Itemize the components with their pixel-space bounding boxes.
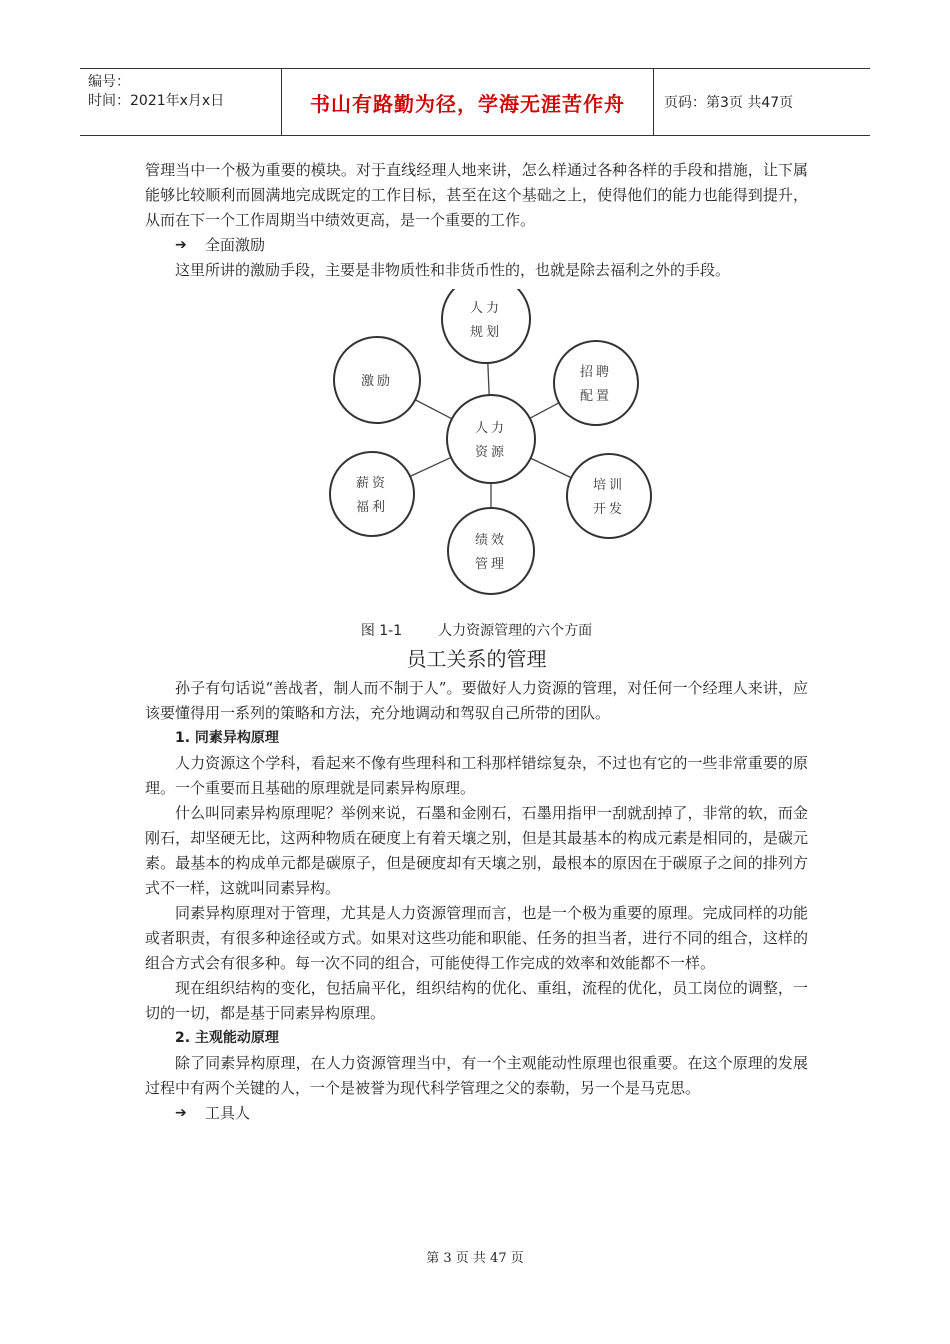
section-title: 员工关系的管理 xyxy=(406,647,547,671)
header-page-info: 页码：第3页 共47页 xyxy=(664,95,794,111)
document-body xyxy=(145,158,808,1126)
paragraph: 现在组织结构的变化，包括扁平化，组织结构的优化、重组，流程的优化，员工岗位的调整，一切的一切，都是基于同素异构原理。 xyxy=(145,979,808,1022)
figure-caption xyxy=(145,619,808,644)
bullet-label: 工具人 xyxy=(205,1104,251,1122)
connector-line xyxy=(530,403,559,419)
hr-diagram xyxy=(145,289,808,619)
paragraph: 同素异构原理对于管理，尤其是人力资源管理而言，也是一个极为重要的原理。完成同样的功能或者职责，有很多种途径或方式。如果对这些功能和职能、任务的担当者，进行不同的组合，这样的组合方式会有很多种。每一次不同的组合，可能使得工作完成的效率和效能都不一样。 xyxy=(145,904,808,972)
paragraph: 管理当中一个极为重要的模块。对于直线经理人地来讲，怎么样通过各种各样的手段和措施，让下属能够比较顺利而圆满地完成既定的工作目标，甚至在这个基础之上，使得他们的能力也能得到提升，从而在下一个工作周期当中绩效更高，是一个重要的工作。 xyxy=(145,161,808,229)
paragraph: 什么叫同素异构原理呢？举例来说，石墨和金刚石，石墨用指甲一刮就刮掉了，非常的软，而金刚石，却坚硬无比，这两种物质在硬度上有着天壤之别，但是其最基本的构成元素是相同的，是碳元素。最基本的构成单元都是碳原子，但是硬度却有天壤之别，最根本的原因在于碳原子之间的排列方式不一样，这就叫同素异构。 xyxy=(145,804,808,897)
number-label: 编号： xyxy=(88,74,130,90)
center-node xyxy=(447,395,535,483)
node-label: 薪资 xyxy=(355,476,389,491)
paragraph: 人力资源这个学科，看起来不像有些理科和工科那样错综复杂，不过也有它的一些非常重要的原理。一个重要而且基础的原理就是同素异构原理。 xyxy=(145,754,808,797)
node-bottom xyxy=(448,508,534,594)
bullet-item xyxy=(175,233,808,258)
node-upper-right xyxy=(554,341,638,425)
connector-line xyxy=(488,363,489,395)
node-label: 人力 xyxy=(469,301,503,316)
node-label: 培训 xyxy=(592,478,626,493)
node-label: 配置 xyxy=(579,389,613,404)
node-lower-right xyxy=(567,454,651,538)
arrow-icon: ➔ xyxy=(175,1105,187,1121)
page-footer: 第 3 页 共 47 页 xyxy=(426,1251,524,1266)
node-circle xyxy=(447,395,535,483)
node-circle xyxy=(567,454,651,538)
paragraph: 这里所讲的激励手段，主要是非物质性和非货币性的，也就是除去福利之外的手段。 xyxy=(175,261,731,279)
paragraph: 孙子有句话说“善战者，制人而不制于人”。要做好人力资源的管理，对任何一个经理人来讲，应该要懂得用一系列的策略和方法，充分地调动和驾驭自己所带的团队。 xyxy=(145,679,808,722)
connector-line xyxy=(410,457,451,476)
node-upper-left xyxy=(334,337,420,423)
subheading: 2. 主观能动原理 xyxy=(175,1030,279,1046)
node-label: 管理 xyxy=(474,557,508,572)
node-circle xyxy=(448,508,534,594)
time-label: 时间：2021年x月x日 xyxy=(88,93,225,109)
caption-text: 人力资源管理的六个方面 xyxy=(438,623,593,639)
node-lower-left xyxy=(330,452,414,536)
node-label: 福利 xyxy=(355,500,389,515)
bullet-item xyxy=(175,1101,808,1126)
node-label: 招聘 xyxy=(579,365,613,380)
node-label: 规划 xyxy=(469,325,503,340)
node-label: 开发 xyxy=(592,502,626,517)
node-label: 绩效 xyxy=(474,533,508,548)
header-motto: 书山有路勤为径，学海无涯苦作舟 xyxy=(282,69,654,135)
node-circle xyxy=(554,341,638,425)
paragraph: 除了同素异构原理，在人力资源管理当中，有一个主观能动性原理也很重要。在这个原理的发展过程中有两个关键的人，一个是被誉为现代科学管理之父的泰勒，另一个是马克思。 xyxy=(145,1054,808,1097)
subheading: 1. 同素异构原理 xyxy=(175,730,279,746)
bullet-label: 全面激励 xyxy=(205,236,266,254)
connector-line xyxy=(531,458,572,478)
hr-diagram-svg xyxy=(145,289,808,619)
header-meta xyxy=(80,69,282,135)
node-top xyxy=(442,289,530,363)
connector-line xyxy=(415,400,452,419)
arrow-icon: ➔ xyxy=(175,237,187,253)
page-header xyxy=(80,68,870,136)
node-label: 激励 xyxy=(360,374,394,389)
caption-number: 图 1-1 xyxy=(360,623,403,639)
node-label: 资源 xyxy=(474,445,508,460)
node-label: 人力 xyxy=(474,421,508,436)
node-circle xyxy=(330,452,414,536)
